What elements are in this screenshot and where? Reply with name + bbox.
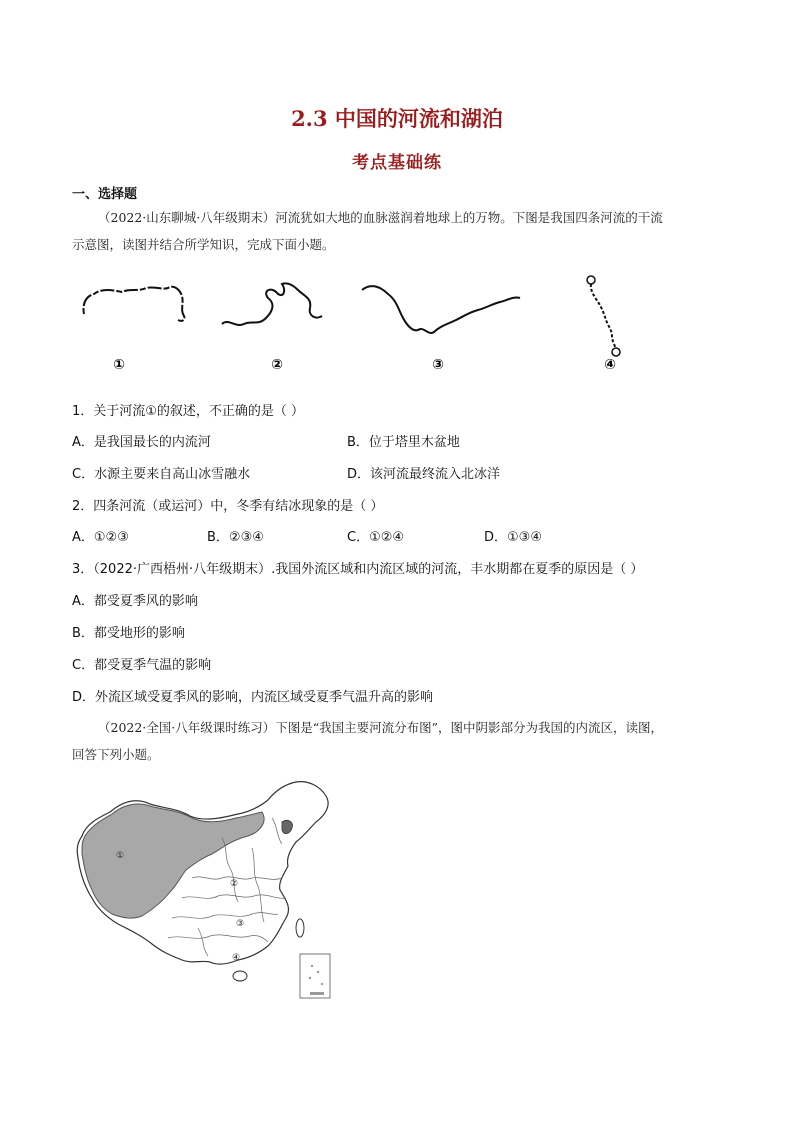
q2-option-d: D．①③④ — [484, 530, 542, 545]
map-label-2: ② — [230, 879, 239, 889]
q1-option-c: C．水源主要来自高山冰雪融水 — [72, 467, 251, 482]
hainan-island — [233, 971, 247, 981]
intro-1-line-1: （2022·山东聊城·八年级期末）河流犹如大地的血脉滋润着地球上的万物。下图是我国四条河流的干流 — [98, 210, 663, 225]
q3-option-d: D．外流区域受夏季风的影响，内流区域受夏季气温升高的影响 — [72, 690, 434, 705]
q2-option-b: B．②③④ — [207, 530, 264, 545]
map-label-4: ④ — [232, 953, 241, 963]
china-river-map — [72, 778, 342, 1003]
q3-stem: 3．（2022·广西梧州·八年级期末）.我国外流区域和内流区域的河流，丰水期都在夏季的原因是（ ） — [72, 562, 644, 577]
intro-paragraph-1 — [72, 204, 732, 258]
inset-scale-bar — [310, 992, 324, 995]
q2-stem: 2．四条河流（或运河）中，冬季有结冰现象的是（ ） — [72, 499, 384, 514]
intro-1-line-2: 示意图，读图并结合所学知识，完成下面小题。 — [72, 237, 335, 252]
river-1-path — [83, 287, 184, 321]
q2-option-c: C．①②④ — [347, 530, 405, 545]
q1-stem: 1．关于河流①的叙述，不正确的是（ ） — [72, 404, 305, 419]
q1-option-b: B．位于塔里木盆地 — [347, 435, 460, 450]
river-label-1: ① — [113, 357, 125, 373]
taiwan-island — [296, 919, 304, 937]
page-subtitle: 考点基础练 — [352, 153, 442, 173]
intro-2-line-2: 回答下列小题。 — [72, 747, 160, 762]
river-4-end-marker — [612, 348, 620, 356]
river-4-start-marker — [587, 276, 595, 284]
q2-option-a: A．①②③ — [72, 530, 129, 545]
q3-option-b: B．都受地形的影响 — [72, 626, 185, 641]
river-3-path — [362, 286, 520, 333]
south-sea-inset — [300, 954, 330, 998]
q1-option-a: A．是我国最长的内流河 — [72, 435, 211, 450]
river-4-path — [591, 284, 616, 352]
river-2-path — [222, 283, 322, 325]
river-label-3: ③ — [432, 357, 444, 373]
river-label-4: ④ — [604, 357, 616, 373]
river-label-2: ② — [271, 357, 283, 373]
intro-2-line-1: （2022·全国·八年级课时练习）下图是“我国主要河流分布图”，图中阴影部分为我国的内流区，读图， — [98, 720, 664, 735]
intro-paragraph-2 — [72, 714, 732, 768]
q3-option-c: C．都受夏季气温的影响 — [72, 658, 212, 673]
river-figure — [72, 268, 672, 378]
map-label-3: ③ — [236, 919, 245, 929]
section-heading: 一、选择题 — [72, 187, 138, 202]
page-title: 2.3 中国的河流和湖泊 — [291, 106, 503, 131]
map-label-1: ① — [116, 851, 125, 861]
q3-option-a: A．都受夏季风的影响 — [72, 594, 198, 609]
q1-option-d: D．该河流最终流入北冰洋 — [347, 467, 501, 482]
